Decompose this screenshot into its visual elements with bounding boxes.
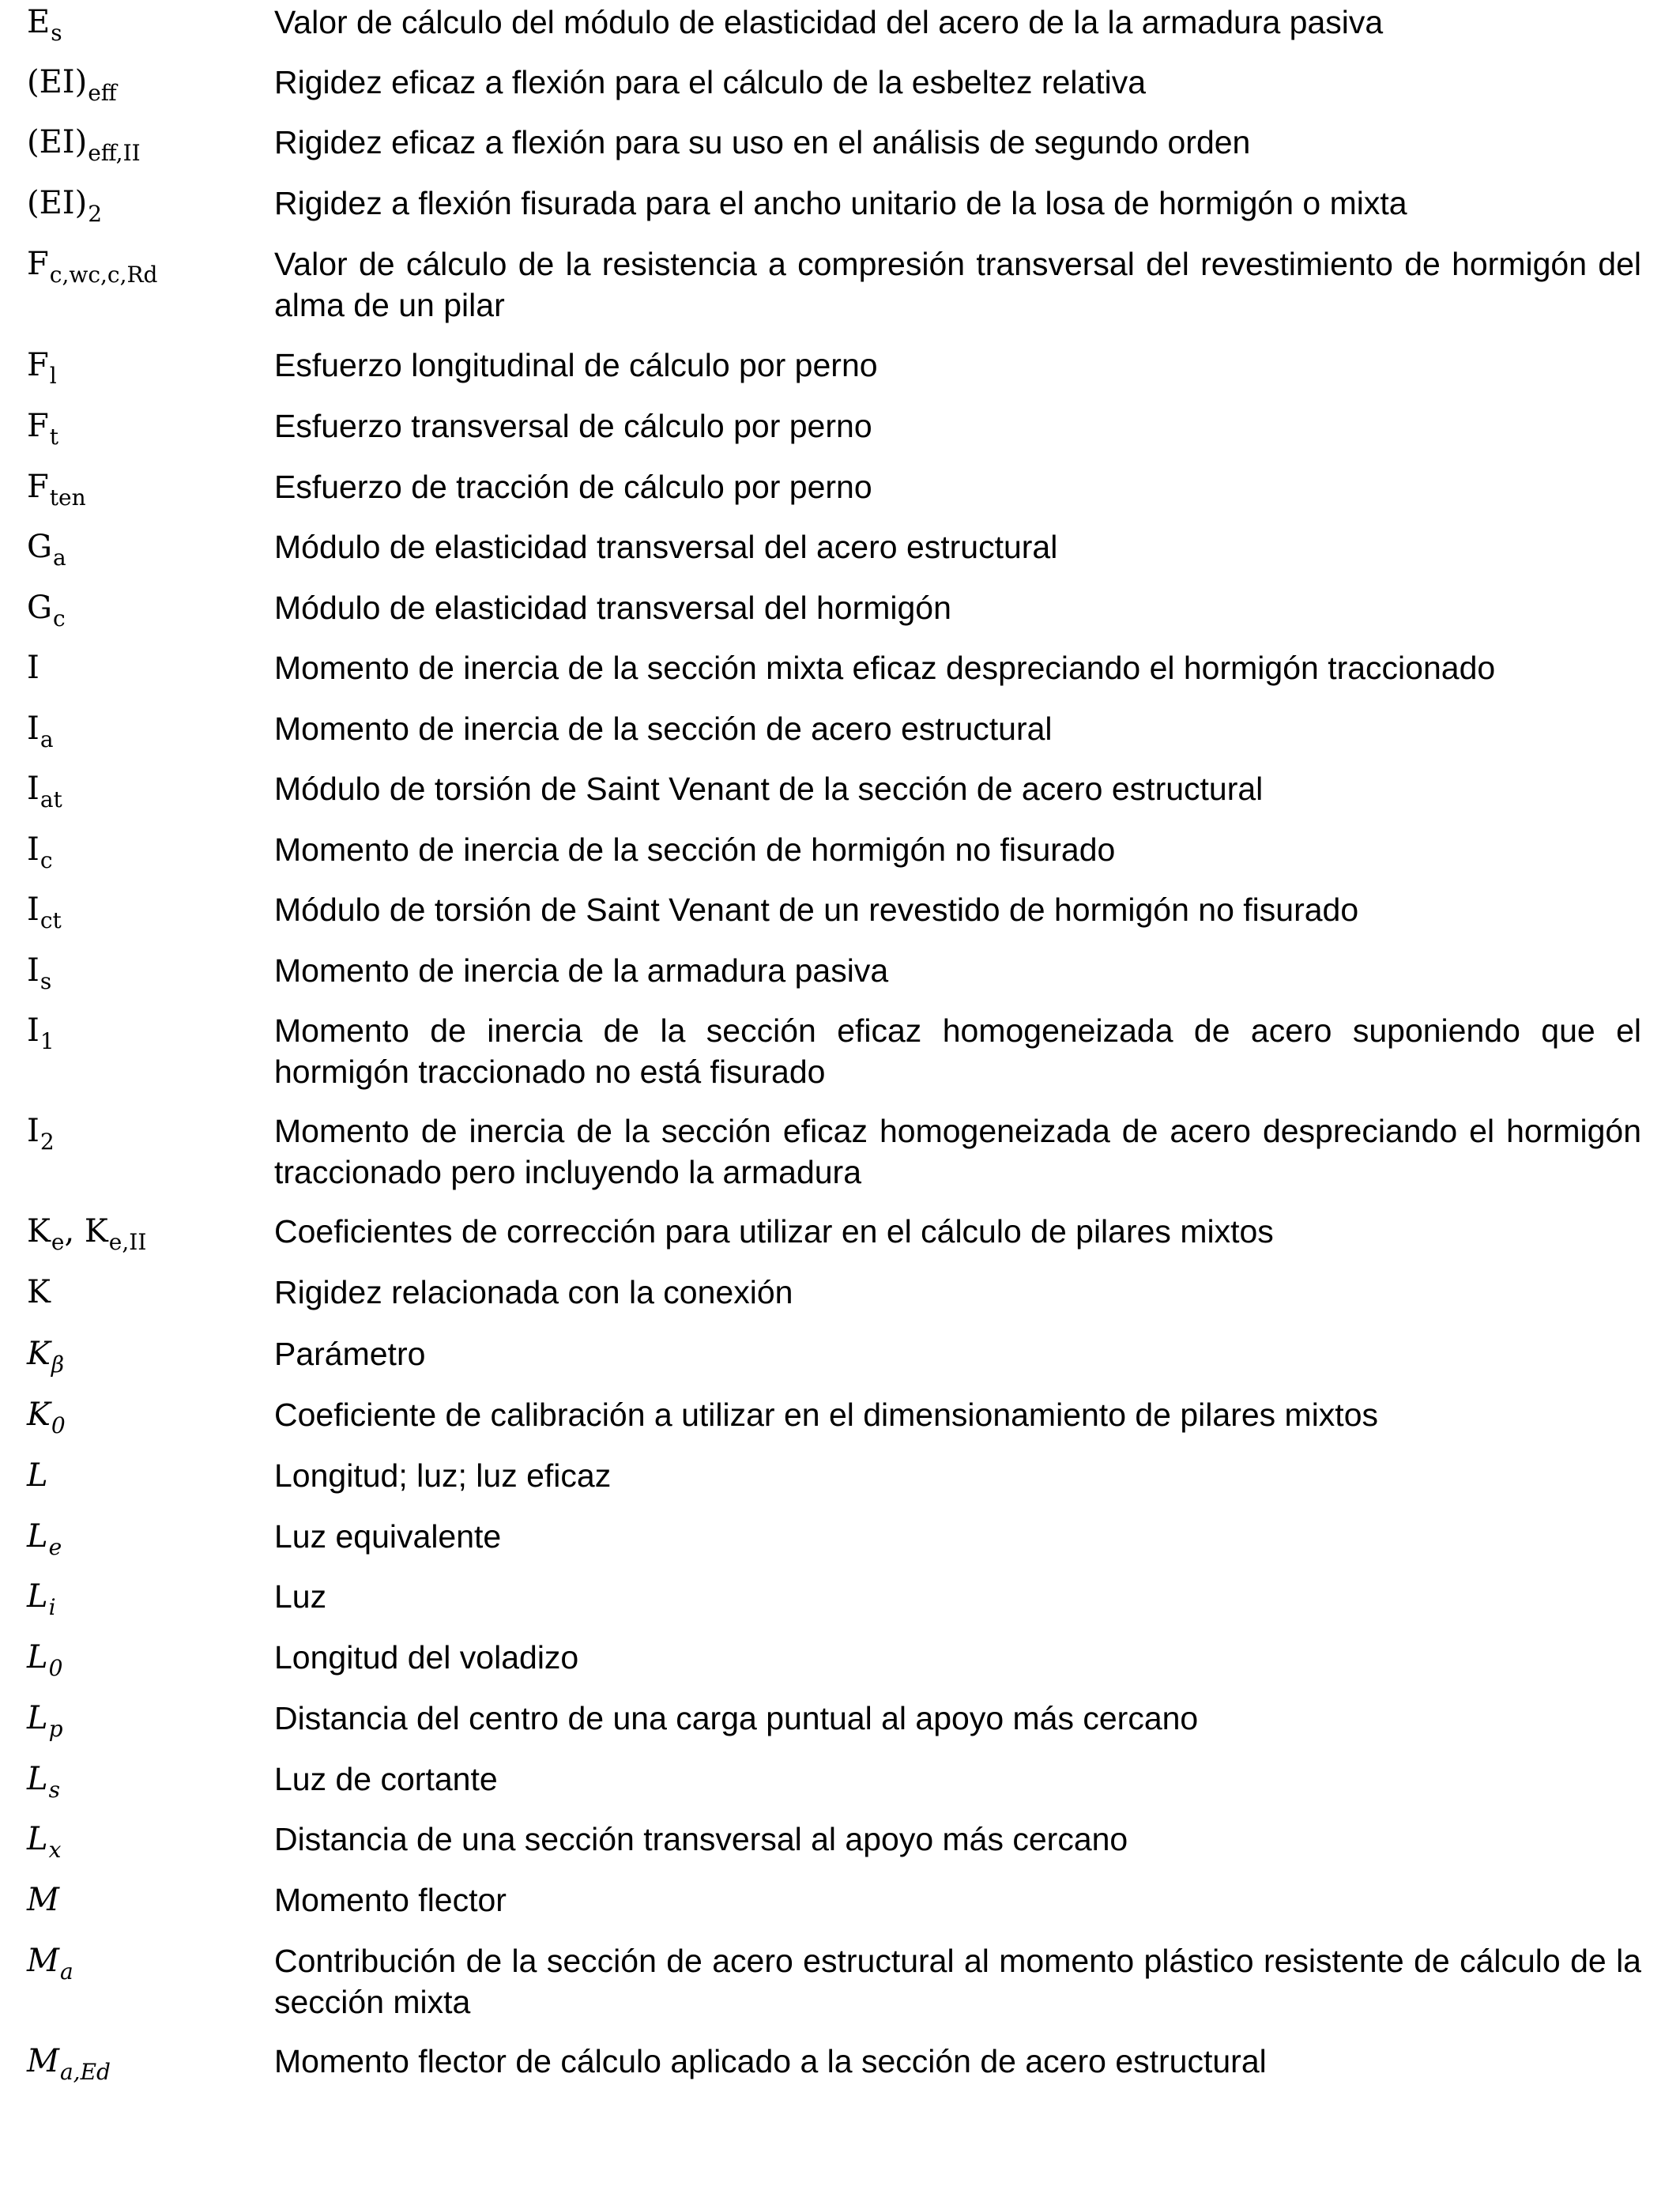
symbol (27, 1394, 66, 1438)
symbol-base: G (27, 590, 52, 626)
symbol-subscript: eff (88, 80, 117, 106)
symbol-base: E (27, 4, 51, 40)
symbol-base: K (27, 1274, 51, 1310)
definition-text: Esfuerzo longitudinal de cálculo por perno (274, 347, 878, 383)
symbol (27, 1698, 63, 1742)
symbol-subscript: x (48, 1837, 62, 1863)
symbol-subscript: c (52, 605, 66, 631)
symbol (27, 1759, 60, 1803)
symbol (27, 1819, 61, 1863)
symbol-subscript: a (59, 1958, 73, 1985)
symbol-subscript: i (48, 1594, 56, 1620)
definition-text: Luz (274, 1578, 327, 1615)
symbol (27, 122, 141, 166)
symbol-base: K (27, 1213, 51, 1250)
definition-text: Luz equivalente (274, 1518, 502, 1555)
symbol-subscript: c (40, 847, 53, 873)
definition-text: Esfuerzo de tracción de cálculo por perno (274, 469, 872, 505)
symbol-subscript: ten (49, 484, 86, 511)
symbol-base: L (27, 1457, 48, 1494)
definition-text: Longitud; luz; luz eficaz (274, 1457, 612, 1494)
symbol-base: I (27, 771, 40, 807)
symbol (27, 466, 86, 511)
definition-text: Rigidez eficaz a flexión para su uso en el análisis de segundo orden (274, 124, 1251, 160)
definition-text: Momento de inercia de la armadura pasiva (274, 952, 889, 989)
definition-text: Módulo de torsión de Saint Venant de la sección de acero estructural (274, 771, 1264, 807)
symbol (27, 1272, 51, 1316)
symbol-base: L (27, 1578, 48, 1615)
definition-text: Valor de cálculo del módulo de elasticidad del acero de la la armadura pasiva (274, 4, 1384, 40)
symbol (27, 1455, 49, 1499)
symbol (27, 829, 53, 873)
definition-text: Contribución de la sección de acero estructural al momento plástico resistente de cálculo de la sección mixta (274, 1943, 1641, 2020)
symbol-subscript: 2 (40, 1129, 55, 1155)
definition-text: Coeficiente de calibración a utilizar en el dimensionamiento de pilares mixtos (274, 1397, 1379, 1433)
definition-text: Longitud del voladizo (274, 1639, 579, 1676)
symbol-subscript: 1 (40, 1028, 55, 1054)
symbol-base: M (27, 1943, 59, 1979)
symbol-base: L (27, 1518, 48, 1555)
symbol-subscript: t (49, 424, 59, 450)
symbol-separator: , K (64, 1213, 108, 1250)
symbol-subscript: eff,II (88, 140, 141, 166)
symbol (27, 62, 117, 106)
symbol-subscript: 2 (88, 201, 103, 227)
symbol (27, 526, 66, 571)
symbol (27, 1940, 73, 1985)
symbol-base: I (27, 711, 40, 747)
symbol-base: G (27, 529, 52, 565)
definition-text: Módulo de elasticidad transversal del hormigón (274, 590, 951, 626)
symbol-base: I (27, 1012, 40, 1049)
symbol (27, 708, 54, 752)
symbol-base: I (27, 831, 40, 868)
definition-text: Parámetro (274, 1336, 426, 1372)
symbol (27, 345, 57, 389)
symbol-base: F (27, 469, 49, 505)
symbol-base: I (27, 1113, 40, 1149)
definition-text: Distancia de una sección transversal al apoyo más cercano (274, 1821, 1128, 1857)
symbol-subscript: 0 (51, 1412, 66, 1438)
symbol-subscript: a (52, 545, 66, 571)
definition-text: Rigidez relacionada con la conexión (274, 1274, 793, 1310)
symbol (27, 1879, 60, 1924)
symbol (27, 1637, 62, 1681)
symbol-subscript: e (48, 1534, 62, 1560)
definition-text: Momento de inercia de la sección de hormigón no fisurado (274, 831, 1116, 868)
symbol (27, 2, 62, 46)
symbol-subscript: s (40, 968, 52, 994)
symbol (27, 405, 58, 450)
symbol-base: K (27, 1336, 51, 1372)
definition-text: Valor de cálculo de la resistencia a compresión transversal del revestimiento de hormigón del alma de un pilar (274, 246, 1641, 323)
symbol (27, 1110, 55, 1155)
definition-text: Luz de cortante (274, 1761, 498, 1797)
symbol-base: (EI) (27, 124, 88, 160)
symbol-subscript-2: e,II (108, 1229, 147, 1255)
symbol (27, 2041, 111, 2085)
symbol-subscript: l (49, 363, 57, 389)
symbol-base: L (27, 1821, 48, 1857)
symbol-subscript: p (48, 1716, 63, 1742)
symbol-subscript: a,Ed (59, 2059, 111, 2085)
symbol-subscript: e (51, 1229, 65, 1255)
symbol-base: (EI) (27, 64, 88, 100)
symbol-base: (EI) (27, 185, 88, 221)
definition-text: Momento de inercia de la sección mixta eficaz despreciando el hormigón traccionado (274, 650, 1496, 686)
symbol-base: L (27, 1761, 48, 1797)
symbol-base: I (27, 892, 40, 928)
symbol (27, 183, 102, 227)
symbol-base: F (27, 246, 49, 282)
symbol (27, 889, 62, 933)
symbol-base: M (27, 2043, 59, 2079)
symbol-subscript: s (51, 20, 62, 46)
definition-text: Rigidez eficaz a flexión para el cálculo de la esbeltez relativa (274, 64, 1147, 100)
symbol (27, 647, 40, 692)
definition-text: Módulo de torsión de Saint Venant de un revestido de hormigón no fisurado (274, 892, 1359, 928)
definition-text: Esfuerzo transversal de cálculo por perno (274, 408, 872, 444)
symbol-base: L (27, 1639, 48, 1676)
symbol-subscript: a (40, 726, 54, 752)
definition-text: Momento flector (274, 1882, 507, 1918)
symbol-base: I (27, 952, 40, 989)
symbol-subscript: s (48, 1777, 60, 1803)
symbol-base: L (27, 1700, 48, 1736)
symbol (27, 1516, 62, 1560)
definition-text: Momento de inercia de la sección eficaz homogeneizada de acero suponiendo que el hormigón traccionado no está fisurado (274, 1012, 1641, 1090)
symbol-base: F (27, 347, 49, 383)
symbol (27, 1576, 56, 1620)
symbol-subscript: at (40, 786, 62, 812)
symbol (27, 587, 66, 631)
symbol-base: M (27, 1882, 59, 1918)
symbol-subscript: β (51, 1351, 65, 1378)
symbol (27, 1211, 146, 1255)
symbol-base: K (27, 1397, 51, 1433)
symbol-subscript: c,wc,c,Rd (49, 262, 158, 288)
symbol-subscript: 0 (48, 1655, 63, 1681)
symbol (27, 1333, 64, 1378)
definition-text: Distancia del centro de una carga puntual al apoyo más cercano (274, 1700, 1199, 1736)
definition-text: Momento de inercia de la sección eficaz homogeneizada de acero despreciando el hormigón traccionado pero incluyendo la armadura (274, 1113, 1641, 1190)
symbol-base: F (27, 408, 49, 444)
definition-text: Módulo de elasticidad transversal del acero estructural (274, 529, 1058, 565)
definition-text: Rigidez a flexión fisurada para el ancho unitario de la losa de hormigón o mixta (274, 185, 1407, 221)
definition-text: Coeficientes de corrección para utilizar en el cálculo de pilares mixtos (274, 1213, 1274, 1250)
definition-text: Momento de inercia de la sección de acero estructural (274, 711, 1053, 747)
symbol (27, 1010, 55, 1054)
symbol (27, 768, 62, 812)
definition-text: Momento flector de cálculo aplicado a la sección de acero estructural (274, 2043, 1267, 2079)
symbol (27, 243, 157, 288)
symbol-subscript: ct (40, 907, 62, 933)
symbol-base: I (27, 650, 40, 686)
symbol (27, 950, 51, 994)
